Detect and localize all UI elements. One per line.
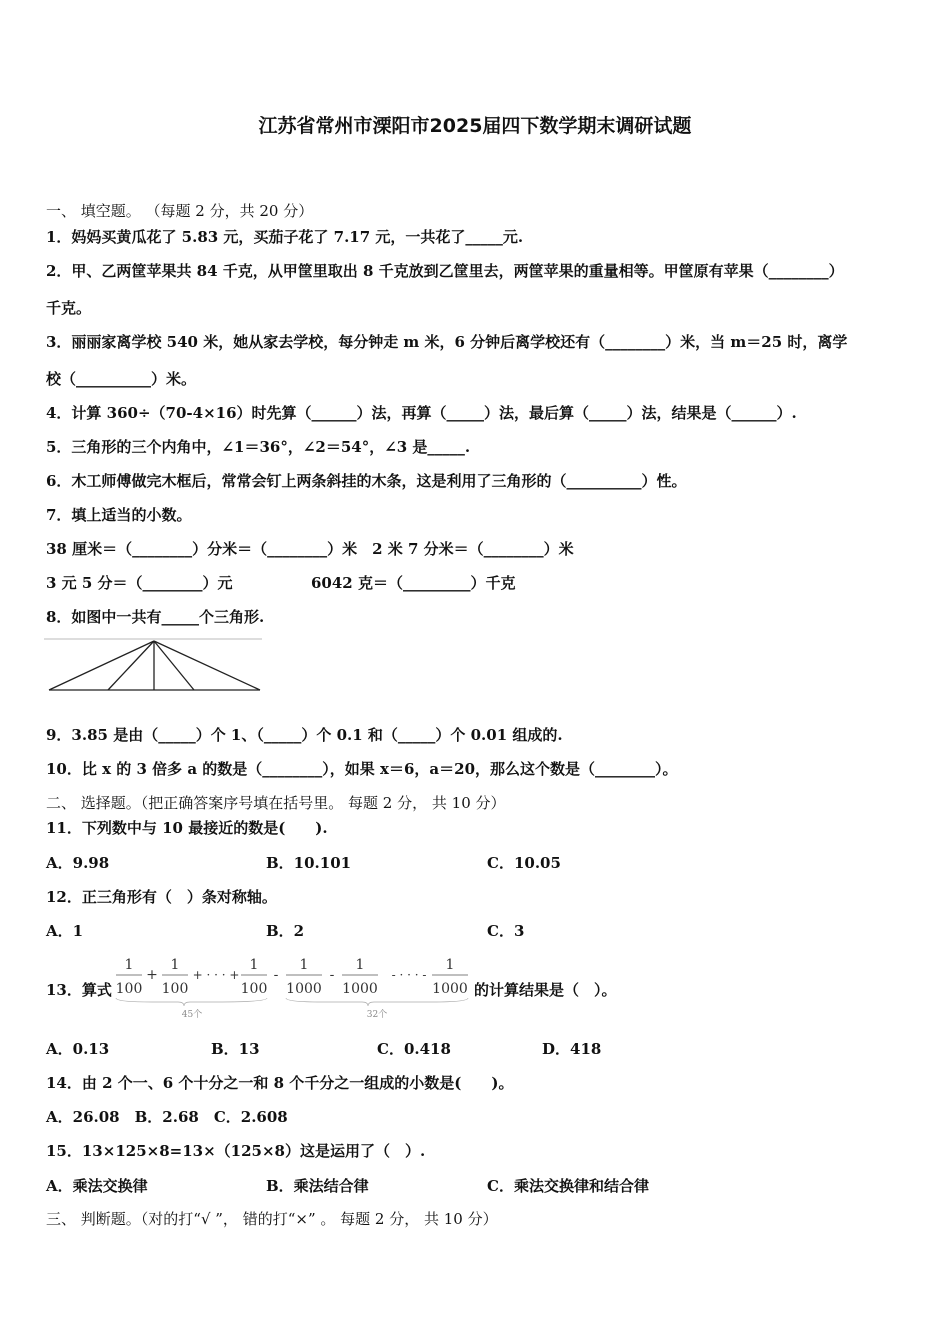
q13-option-a: A．0.13: [46, 1040, 110, 1058]
question-8: 8．如图中一共有_____个三角形.: [46, 608, 265, 626]
question-6: 6．木工师傅做完木框后，常常会钉上两条斜挂的木条，这是利用了三角形的（__________）性。: [46, 472, 687, 490]
question-7: 7．填上适当的小数。: [46, 506, 192, 524]
q13-option-c: C．0.418: [377, 1040, 451, 1058]
fraction-6-numerator: 1: [445, 957, 455, 973]
fraction-3-denominator: 100: [240, 981, 268, 997]
minus-sign-2: -: [329, 967, 335, 983]
fraction-4-denominator: 1000: [286, 981, 322, 997]
section-3-heading: 三、 判断题。（对的打“√ ”， 错的打“×” 。 每题 2 分， 共 10 分）: [46, 1210, 498, 1228]
count-45-label: 45个: [181, 1010, 203, 1020]
q15-option-b: B．乘法结合律: [266, 1177, 369, 1195]
fraction-5-numerator: 1: [355, 957, 365, 973]
q12-option-c: C．3: [487, 922, 525, 940]
question-7-row-2-right: 6042 克＝（_________）千克: [311, 574, 516, 592]
q13-option-b: B．13: [211, 1040, 260, 1058]
question-3-line-1: 3．丽丽家离学校 540 米，她从家去学校，每分钟走 m 米，6 分钟后离学校还有（________）米，当 m＝25 时，离学: [46, 333, 848, 351]
question-4: 4．计算 360÷（70-4×16）时先算（______）法，再算（_____）法，最后算（_____）法，结果是（______）.: [46, 404, 797, 422]
plus-sign: +: [146, 967, 158, 983]
question-2-line-1: 2．甲、乙两筐苹果共 84 千克，从甲筐里取出 8 千克放到乙筐里去，两筐苹果的重量相等。甲筐原有苹果（________）: [46, 262, 844, 280]
question-1: 1．妈妈买黄瓜花了 5.83 元，买茄子花了 7.17 元，一共花了_____元.: [46, 228, 524, 246]
question-13-suffix: 的计算结果是（ ）。: [474, 981, 617, 999]
question-12: 12．正三角形有（ ）条对称轴。: [46, 888, 277, 906]
question-14: 14．由 2 个一、6 个十分之一和 8 个千分之一组成的小数是( )。: [46, 1074, 514, 1092]
fraction-6-denominator: 1000: [432, 981, 468, 997]
question-10: 10．比 x 的 3 倍多 a 的数是（________），如果 x＝6，a＝20，那么这个数是（________）。: [46, 760, 678, 778]
q11-option-a: A．9.98: [46, 854, 110, 872]
section-2-heading: 二、 选择题。（把正确答案序号填在括号里。 每题 2 分， 共 10 分）: [46, 794, 506, 812]
fraction-4-numerator: 1: [299, 957, 309, 973]
minus-dots: - · · · -: [391, 968, 427, 982]
minus-sign-1: -: [273, 967, 279, 983]
q13-option-d: D．418: [542, 1040, 602, 1058]
q15-option-c: C．乘法交换律和结合律: [487, 1177, 649, 1195]
q14-options: A．26.08 B．2.68 C．2.608: [46, 1108, 288, 1126]
fraction-2-denominator: 100: [161, 981, 189, 997]
fraction-1-denominator: 100: [115, 981, 143, 997]
plus-dots: + · · · +: [192, 968, 240, 982]
triangle-figure: [44, 636, 264, 694]
q12-option-b: B．2: [266, 922, 305, 940]
question-9: 9．3.85 是由（_____）个 1、（_____）个 0.1 和（_____）个 0.01 组成的.: [46, 726, 563, 744]
question-11: 11．下列数中与 10 最接近的数是( ).: [46, 819, 328, 837]
question-3-line-2: 校（__________）米。: [46, 370, 197, 388]
fraction-1-numerator: 1: [124, 957, 134, 973]
section-1-heading: 一、 填空题。 （每题 2 分，共 20 分）: [46, 202, 314, 220]
fraction-5-denominator: 1000: [342, 981, 378, 997]
fraction-2-numerator: 1: [170, 957, 180, 973]
q15-option-a: A．乘法交换律: [46, 1177, 148, 1195]
question-15: 15．13×125×8=13×（125×8）这是运用了（ ）.: [46, 1142, 426, 1160]
q12-option-a: A．1: [46, 922, 84, 940]
question-5: 5．三角形的三个内角中，∠1＝36°，∠2＝54°，∠3 是_____.: [46, 438, 471, 456]
count-32-label: 32个: [366, 1010, 388, 1020]
question-7-row-1: 38 厘米＝（________）分米＝（________）米 2 米 7 分米＝（________）米: [46, 540, 574, 558]
question-2-line-2: 千克。: [46, 299, 92, 317]
fraction-3-numerator: 1: [249, 957, 259, 973]
q11-option-b: B．10.101: [266, 854, 352, 872]
question-13-prefix: 13．算式: [46, 981, 112, 999]
q11-option-c: C．10.05: [487, 854, 561, 872]
q13-formula: [112, 950, 474, 1022]
question-7-row-2-left: 3 元 5 分＝（________）元: [46, 574, 233, 592]
page-title: 江苏省常州市溧阳市2025届四下数学期末调研试题: [258, 115, 692, 137]
